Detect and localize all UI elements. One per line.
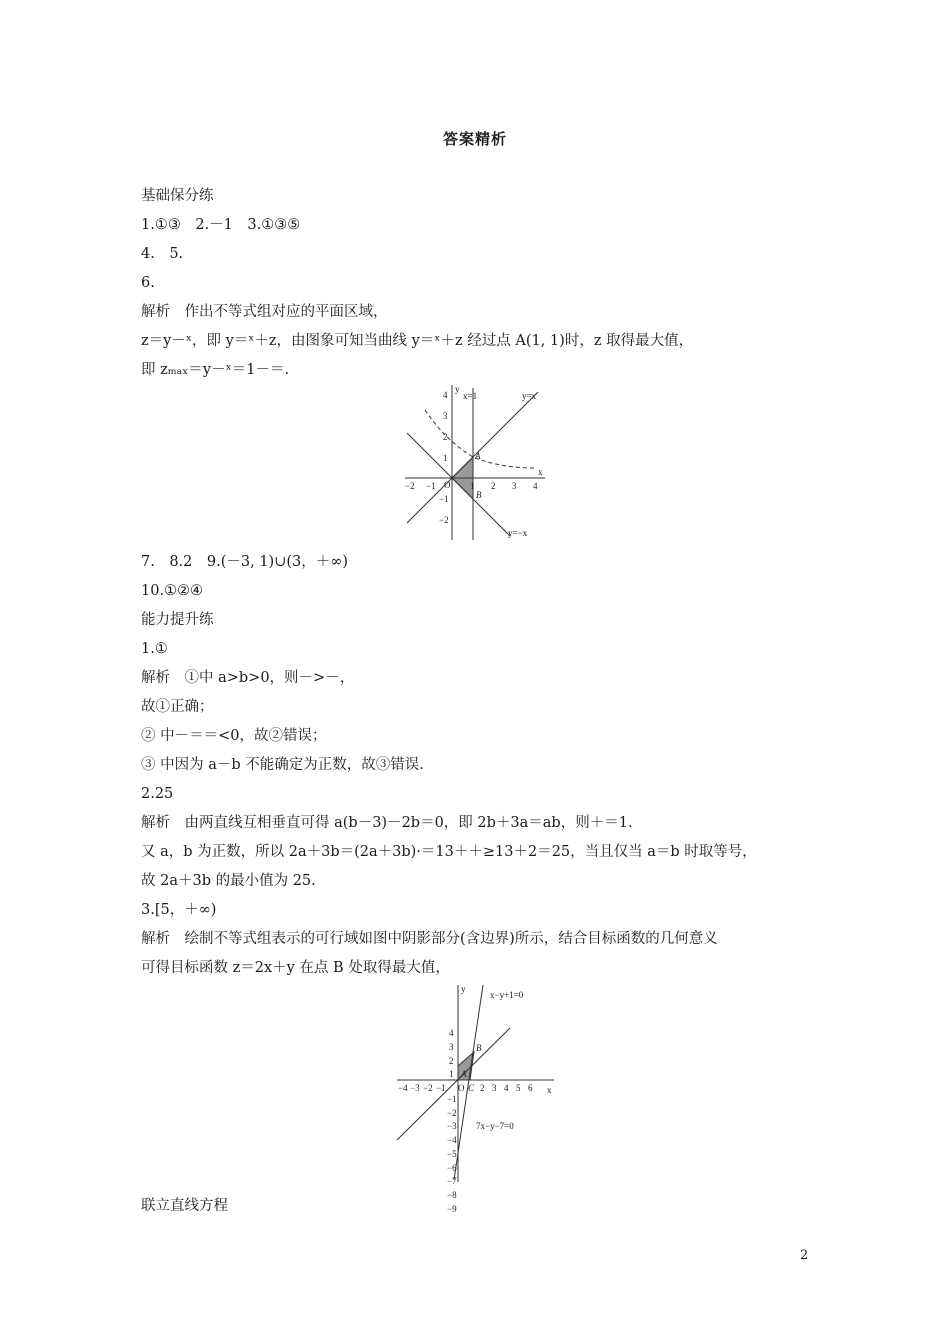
x-tick: 2 xyxy=(480,1083,485,1093)
solution-line: ② 中－＝＝<0，故②错误； xyxy=(141,728,327,744)
answer-line: 1.① xyxy=(141,641,168,657)
solution-line: 联立直线方程 xyxy=(141,1198,228,1214)
x-tick: 5 xyxy=(516,1083,521,1093)
y-tick: 2 xyxy=(443,432,448,442)
y-tick: 4 xyxy=(449,1028,454,1038)
line-label: x−y+1=0 xyxy=(490,990,524,1000)
solution-line: 解析 作出不等式组对应的平面区域， xyxy=(141,304,388,320)
origin-label: O xyxy=(444,480,451,490)
x-tick: −2 xyxy=(405,481,415,491)
solution-line: 可得目标函数 z＝2x＋y 在点 B 处取得最大值， xyxy=(141,960,450,976)
x-tick: −4 xyxy=(398,1083,408,1093)
point-label: A xyxy=(475,451,481,461)
y-tick: −5 xyxy=(447,1149,457,1159)
section-heading-basic: 基础保分练 xyxy=(141,188,214,204)
line-label: y=x xyxy=(522,391,537,401)
answer-line: 10.①②④ xyxy=(141,583,204,599)
solution-line: 又 a，b 为正数，所以 2a＋3b＝(2a＋3b)·＝13＋＋≥13＋2＝25，当且仅当 a＝b 时取等号， xyxy=(141,844,757,860)
y-tick: −1 xyxy=(447,1094,457,1104)
y-axis-label: y xyxy=(455,384,460,394)
solution-line: 解析 ①中 a>b>0，则－>－， xyxy=(141,670,355,686)
y-tick: −2 xyxy=(439,515,449,525)
x-tick: 6 xyxy=(528,1083,533,1093)
line-label: 7x−y−7=0 xyxy=(476,1121,514,1131)
answer-line: 7. 8.2 9.(－3, 1)∪(3，＋∞) xyxy=(141,554,348,570)
x-tick: 3 xyxy=(492,1083,497,1093)
y-tick: −1 xyxy=(439,494,449,504)
point-label: B xyxy=(476,490,482,500)
solution-line: z＝y－ˣ，即 y＝ˣ＋z，由图象可知当曲线 y＝ˣ＋z 经过点 A(1, 1)时，z 取得最大值， xyxy=(141,333,694,349)
solution-line: 故 2a＋3b 的最小值为 25. xyxy=(141,873,316,889)
y-tick: −9 xyxy=(447,1204,457,1214)
y-tick: 3 xyxy=(449,1042,454,1052)
y-tick: −3 xyxy=(447,1121,457,1131)
y-axis-label: y xyxy=(461,984,466,994)
page-title: 答案精析 xyxy=(442,130,507,148)
y-tick: −6 xyxy=(447,1163,457,1173)
x-tick: 1 xyxy=(470,481,475,491)
answer-line: 4. 5. xyxy=(141,246,184,262)
y-tick: 3 xyxy=(443,411,448,421)
x-axis-label: x xyxy=(538,467,543,477)
page-number: 2 xyxy=(800,1248,809,1263)
y-tick: −2 xyxy=(447,1108,457,1118)
solution-line: 解析 绘制不等式组表示的可行域如图中阴影部分(含边界)所示，结合目标函数的几何意义 xyxy=(141,931,718,947)
answer-line: 6. xyxy=(141,275,155,291)
solution-line: ③ 中因为 a－b 不能确定为正数，故③错误. xyxy=(141,757,424,773)
solution-line: 即 zₘₐₓ＝y－ˣ＝1－＝. xyxy=(141,362,290,378)
x-tick: −1 xyxy=(426,481,436,491)
x-tick: 4 xyxy=(504,1083,509,1093)
y-tick: 1 xyxy=(443,453,448,463)
line-label: y=−x xyxy=(508,528,528,538)
answer-line: 1.①③ 2.－1 3.①③⑤ xyxy=(141,217,301,233)
answer-line: 3.[5，＋∞) xyxy=(141,902,217,918)
y-tick: 4 xyxy=(443,390,448,400)
x-tick: −1 xyxy=(436,1083,446,1093)
answer-line: 2.25 xyxy=(141,786,174,802)
solution-line: 故①正确； xyxy=(141,699,214,715)
point-label: A xyxy=(461,1069,467,1079)
x-tick: 4 xyxy=(533,481,538,491)
x-tick: 3 xyxy=(512,481,517,491)
y-tick: −7 xyxy=(447,1176,457,1186)
figure-feasible-region-2 xyxy=(392,980,562,1214)
x-tick: −3 xyxy=(410,1083,420,1093)
origin-label: O xyxy=(458,1083,465,1093)
x-tick: −2 xyxy=(423,1083,433,1093)
x-tick: 2 xyxy=(491,481,496,491)
y-tick: 1 xyxy=(449,1069,454,1079)
section-heading-advanced: 能力提升练 xyxy=(141,612,214,628)
x-axis-label: x xyxy=(547,1085,552,1095)
y-tick: −8 xyxy=(447,1190,457,1200)
point-label: C xyxy=(468,1083,475,1093)
line-label: x=1 xyxy=(463,391,478,401)
figure-feasible-region-1 xyxy=(395,380,555,545)
solution-line: 解析 由两直线互相垂直可得 a(b－3)－2b＝0，即 2b＋3a＝ab，则＋＝1. xyxy=(141,815,633,831)
point-label: B xyxy=(476,1043,482,1053)
y-tick: −4 xyxy=(447,1135,457,1145)
y-tick: 2 xyxy=(449,1056,454,1066)
